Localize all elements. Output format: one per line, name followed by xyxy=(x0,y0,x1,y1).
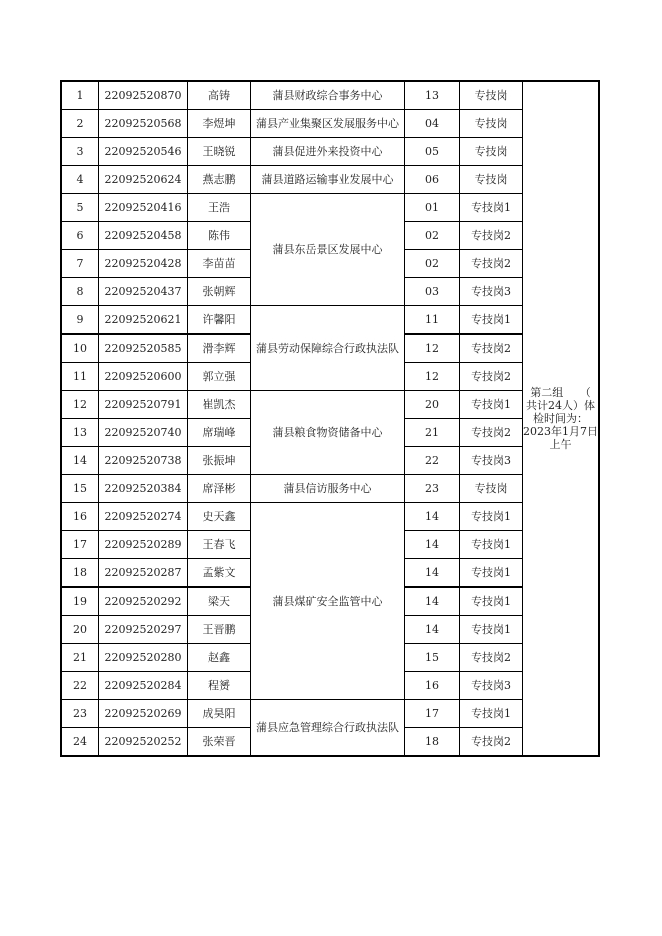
post-type-cell: 专技岗2 xyxy=(460,222,523,250)
post-code-cell: 18 xyxy=(405,728,460,757)
post-type-cell: 专技岗1 xyxy=(460,616,523,644)
row-number-cell: 20 xyxy=(61,616,99,644)
note-line: 共计24人）体 xyxy=(526,399,595,412)
roster-body xyxy=(61,81,599,756)
table-row xyxy=(61,138,599,166)
row-number-cell: 4 xyxy=(61,166,99,194)
exam-id-cell: 22092520287 xyxy=(99,559,188,588)
post-type-cell: 专技岗1 xyxy=(460,587,523,616)
exam-id-cell: 22092520738 xyxy=(99,447,188,475)
table-row xyxy=(61,194,599,222)
row-number-cell: 3 xyxy=(61,138,99,166)
row-number-cell: 11 xyxy=(61,363,99,391)
post-code-cell: 06 xyxy=(405,166,460,194)
exam-id-cell: 22092520870 xyxy=(99,81,188,110)
post-type-cell: 专技岗3 xyxy=(460,278,523,306)
candidate-name-cell: 张荣晋 xyxy=(188,728,251,757)
post-code-cell: 03 xyxy=(405,278,460,306)
exam-id-cell: 22092520458 xyxy=(99,222,188,250)
unit-name-cell: 蒲县应急管理综合行政执法队 xyxy=(251,700,405,757)
table-row xyxy=(61,110,599,138)
post-type-cell: 专技岗2 xyxy=(460,250,523,278)
post-code-cell: 14 xyxy=(405,587,460,616)
post-type-cell: 专技岗2 xyxy=(460,363,523,391)
row-number-cell: 10 xyxy=(61,334,99,363)
post-type-cell: 专技岗2 xyxy=(460,644,523,672)
exam-id-cell: 22092520416 xyxy=(99,194,188,222)
row-number-cell: 23 xyxy=(61,700,99,728)
row-number-cell: 8 xyxy=(61,278,99,306)
candidate-name-cell: 崔凯杰 xyxy=(188,391,251,419)
post-code-cell: 16 xyxy=(405,672,460,700)
post-type-cell: 专技岗2 xyxy=(460,419,523,447)
row-number-cell: 5 xyxy=(61,194,99,222)
candidate-name-cell: 史天鑫 xyxy=(188,503,251,531)
exam-id-cell: 22092520428 xyxy=(99,250,188,278)
candidate-name-cell: 张振坤 xyxy=(188,447,251,475)
row-number-cell: 24 xyxy=(61,728,99,757)
post-code-cell: 14 xyxy=(405,616,460,644)
post-type-cell: 专技岗1 xyxy=(460,503,523,531)
candidate-name-cell: 张朝辉 xyxy=(188,278,251,306)
post-type-cell: 专技岗1 xyxy=(460,700,523,728)
post-code-cell: 02 xyxy=(405,250,460,278)
unit-name-cell: 蒲县煤矿安全监管中心 xyxy=(251,503,405,700)
note-line: 2023年1月7日 xyxy=(523,425,598,438)
candidate-name-cell: 燕志鹏 xyxy=(188,166,251,194)
post-code-cell: 12 xyxy=(405,363,460,391)
post-code-cell: 11 xyxy=(405,306,460,335)
exam-id-cell: 22092520280 xyxy=(99,644,188,672)
post-code-cell: 14 xyxy=(405,531,460,559)
row-number-cell: 22 xyxy=(61,672,99,700)
row-number-cell: 19 xyxy=(61,587,99,616)
post-code-cell: 21 xyxy=(405,419,460,447)
table-row xyxy=(61,503,599,531)
candidate-name-cell: 陈伟 xyxy=(188,222,251,250)
group-schedule-note xyxy=(523,81,600,756)
post-type-cell: 专技岗2 xyxy=(460,334,523,363)
post-type-cell: 专技岗3 xyxy=(460,447,523,475)
exam-id-cell: 22092520437 xyxy=(99,278,188,306)
note-line: 检时间为： xyxy=(533,412,588,425)
post-code-cell: 14 xyxy=(405,503,460,531)
row-number-cell: 6 xyxy=(61,222,99,250)
exam-id-cell: 22092520621 xyxy=(99,306,188,335)
exam-id-cell: 22092520546 xyxy=(99,138,188,166)
post-code-cell: 14 xyxy=(405,559,460,588)
note-line: 上午 xyxy=(549,438,572,451)
row-number-cell: 9 xyxy=(61,306,99,335)
exam-id-cell: 22092520284 xyxy=(99,672,188,700)
post-type-cell: 专技岗 xyxy=(460,138,523,166)
exam-roster-table xyxy=(60,80,600,757)
exam-id-cell: 22092520274 xyxy=(99,503,188,531)
post-code-cell: 20 xyxy=(405,391,460,419)
candidate-name-cell: 梁天 xyxy=(188,587,251,616)
exam-id-cell: 22092520585 xyxy=(99,334,188,363)
exam-id-cell: 22092520292 xyxy=(99,587,188,616)
table-row xyxy=(61,81,599,110)
row-number-cell: 18 xyxy=(61,559,99,588)
candidate-name-cell: 赵鑫 xyxy=(188,644,251,672)
candidate-name-cell: 李苗苗 xyxy=(188,250,251,278)
post-code-cell: 01 xyxy=(405,194,460,222)
unit-name-cell: 蒲县产业集聚区发展服务中心 xyxy=(251,110,405,138)
unit-name-cell: 蒲县东岳景区发展中心 xyxy=(251,194,405,306)
row-number-cell: 13 xyxy=(61,419,99,447)
post-code-cell: 22 xyxy=(405,447,460,475)
post-code-cell: 04 xyxy=(405,110,460,138)
candidate-name-cell: 成昊阳 xyxy=(188,700,251,728)
row-number-cell: 21 xyxy=(61,644,99,672)
candidate-name-cell: 程赟 xyxy=(188,672,251,700)
post-type-cell: 专技岗1 xyxy=(460,531,523,559)
post-code-cell: 17 xyxy=(405,700,460,728)
unit-name-cell: 蒲县财政综合事务中心 xyxy=(251,81,405,110)
candidate-name-cell: 王春飞 xyxy=(188,531,251,559)
table-row xyxy=(61,475,599,503)
exam-id-cell: 22092520600 xyxy=(99,363,188,391)
row-number-cell: 15 xyxy=(61,475,99,503)
note-line: 第二组 （ xyxy=(530,386,591,399)
post-code-cell: 23 xyxy=(405,475,460,503)
candidate-name-cell: 席瑞峰 xyxy=(188,419,251,447)
post-type-cell: 专技岗 xyxy=(460,475,523,503)
post-code-cell: 15 xyxy=(405,644,460,672)
row-number-cell: 12 xyxy=(61,391,99,419)
candidate-name-cell: 王浩 xyxy=(188,194,251,222)
table-row xyxy=(61,166,599,194)
exam-id-cell: 22092520740 xyxy=(99,419,188,447)
post-code-cell: 05 xyxy=(405,138,460,166)
post-type-cell: 专技岗1 xyxy=(460,194,523,222)
candidate-name-cell: 滑李辉 xyxy=(188,334,251,363)
unit-name-cell: 蒲县粮食物资储备中心 xyxy=(251,391,405,475)
exam-id-cell: 22092520624 xyxy=(99,166,188,194)
candidate-name-cell: 孟紫文 xyxy=(188,559,251,588)
unit-name-cell: 蒲县劳动保障综合行政执法队 xyxy=(251,306,405,391)
candidate-name-cell: 郭立强 xyxy=(188,363,251,391)
exam-id-cell: 22092520252 xyxy=(99,728,188,757)
post-type-cell: 专技岗 xyxy=(460,81,523,110)
exam-id-cell: 22092520289 xyxy=(99,531,188,559)
candidate-name-cell: 席泽彬 xyxy=(188,475,251,503)
post-type-cell: 专技岗 xyxy=(460,166,523,194)
post-type-cell: 专技岗2 xyxy=(460,728,523,757)
post-code-cell: 12 xyxy=(405,334,460,363)
post-code-cell: 13 xyxy=(405,81,460,110)
table-row xyxy=(61,306,599,335)
exam-id-cell: 22092520791 xyxy=(99,391,188,419)
candidate-name-cell: 许馨阳 xyxy=(188,306,251,335)
row-number-cell: 1 xyxy=(61,81,99,110)
post-type-cell: 专技岗1 xyxy=(460,559,523,588)
table-row xyxy=(61,391,599,419)
exam-id-cell: 22092520568 xyxy=(99,110,188,138)
candidate-name-cell: 王晋鹏 xyxy=(188,616,251,644)
candidate-name-cell: 王晓锐 xyxy=(188,138,251,166)
row-number-cell: 17 xyxy=(61,531,99,559)
unit-name-cell: 蒲县信访服务中心 xyxy=(251,475,405,503)
row-number-cell: 2 xyxy=(61,110,99,138)
unit-name-cell: 蒲县道路运输事业发展中心 xyxy=(251,166,405,194)
row-number-cell: 16 xyxy=(61,503,99,531)
post-type-cell: 专技岗1 xyxy=(460,306,523,335)
post-type-cell: 专技岗3 xyxy=(460,672,523,700)
candidate-name-cell: 李煜坤 xyxy=(188,110,251,138)
table-row xyxy=(61,700,599,728)
row-number-cell: 7 xyxy=(61,250,99,278)
post-type-cell: 专技岗1 xyxy=(460,391,523,419)
exam-id-cell: 22092520384 xyxy=(99,475,188,503)
candidate-name-cell: 高铸 xyxy=(188,81,251,110)
post-type-cell: 专技岗 xyxy=(460,110,523,138)
exam-id-cell: 22092520297 xyxy=(99,616,188,644)
exam-id-cell: 22092520269 xyxy=(99,700,188,728)
unit-name-cell: 蒲县促进外来投资中心 xyxy=(251,138,405,166)
row-number-cell: 14 xyxy=(61,447,99,475)
post-code-cell: 02 xyxy=(405,222,460,250)
